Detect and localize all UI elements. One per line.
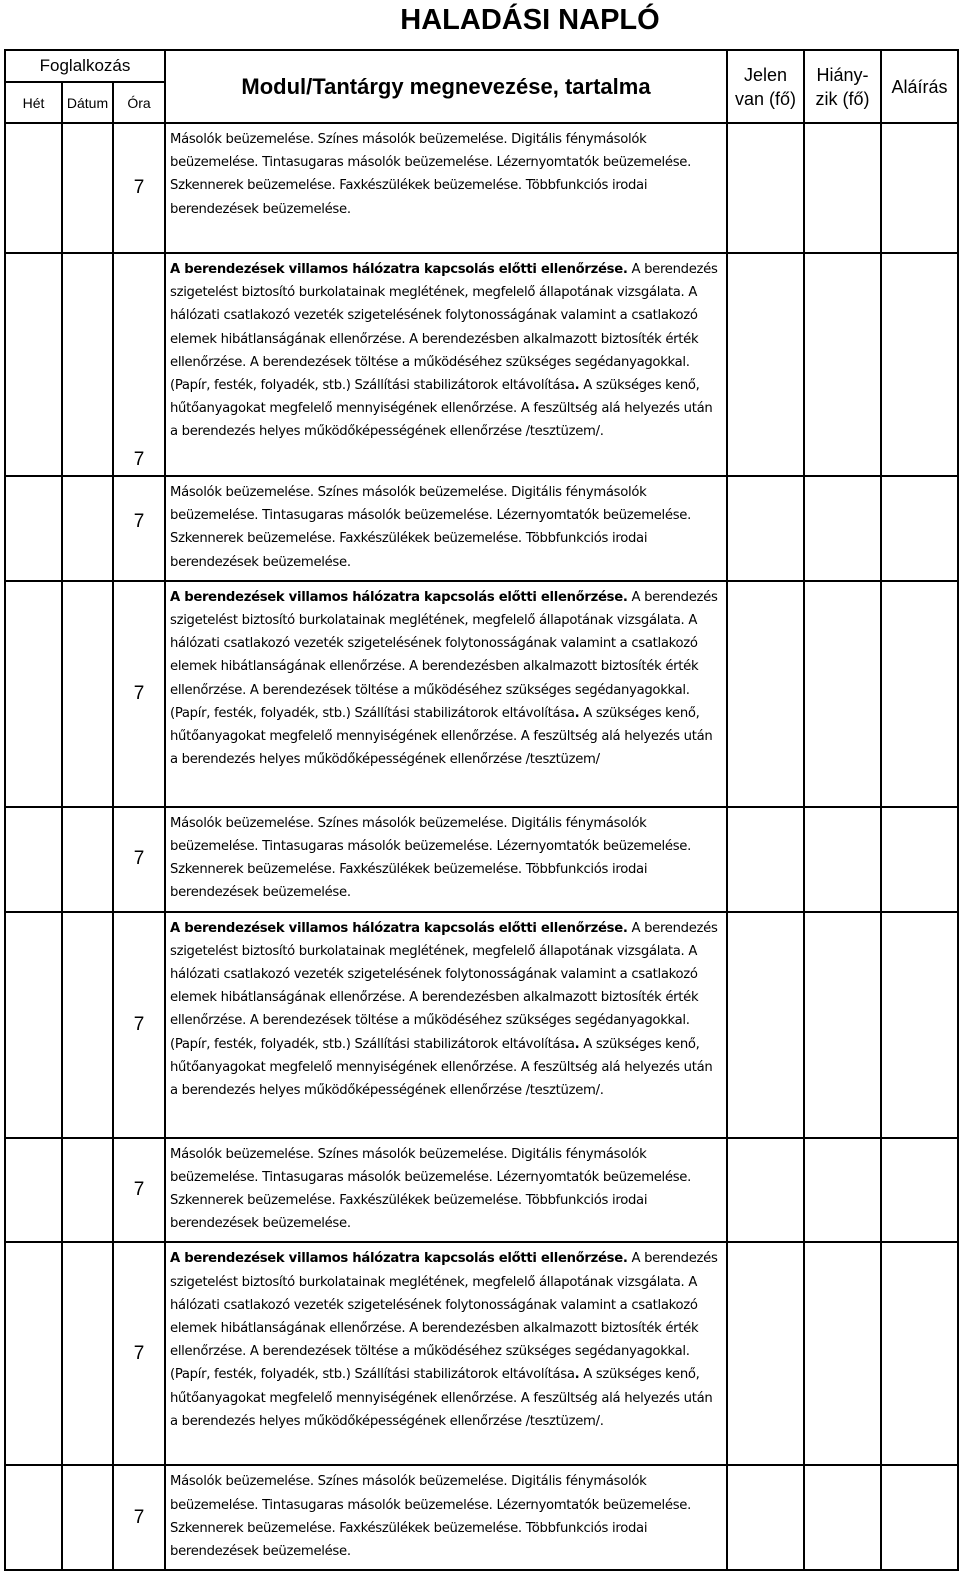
present-cell[interactable] — [727, 253, 804, 476]
absent-cell[interactable] — [804, 581, 881, 807]
het-cell[interactable] — [5, 1465, 62, 1570]
hour-cell: 7 — [113, 1242, 165, 1465]
table-row — [5, 581, 958, 807]
het-cell[interactable] — [5, 253, 62, 476]
signature-cell[interactable] — [881, 1242, 958, 1465]
header-het: Hét — [5, 82, 62, 123]
content-cell: A berendezések villamos hálózatra kapcsolás előtti ellenőrzése. A berendezés szigetelést biztosító burkolatainak meglétének, megfelelő állapotának vizsgálata. A hálózati csatlakozó vezeték szigetelésének folytonosságának valamint a csatlakozó elemek hibátlanságának ellenőrzése. A berendezésben alkalmazott biztosíték érték ellenőrzése. A berendezések töltése a működéséhez szükséges segédanyagokkal. (Papír, festék, folyadék, stb.) Szállítási stabilizátorok eltávolítása. A szükséges kenő, hűtőanyagokat megfelelő mennyiségének ellenőrzése. A feszültség alá helyezés után a berendezés helyes működőképességének ellenőrzése /tesztüzem/. — [165, 912, 727, 1138]
hour-cell: 7 — [113, 253, 165, 476]
het-cell[interactable] — [5, 123, 62, 253]
table-row — [5, 1465, 958, 1570]
datum-cell[interactable] — [62, 476, 113, 581]
absent-cell[interactable] — [804, 253, 881, 476]
absent-cell[interactable] — [804, 123, 881, 253]
table-row — [5, 1138, 958, 1243]
het-cell[interactable] — [5, 581, 62, 807]
absent-cell[interactable] — [804, 1242, 881, 1465]
absent-cell[interactable] — [804, 476, 881, 581]
table-row — [5, 123, 958, 253]
datum-cell[interactable] — [62, 1138, 113, 1243]
absent-cell[interactable] — [804, 912, 881, 1138]
content-cell: Másolók beüzemelése. Színes másolók beüzemelése. Digitális fénymásolók beüzemelése. Tintasugaras másolók beüzemelése. Lézernyomtatók beüzemelése. Szkennerek beüzemelése. Faxkészülékek beüzemelése. Többfunkciós irodai berendezések beüzemelése. — [165, 1465, 727, 1570]
het-cell[interactable] — [5, 476, 62, 581]
het-cell[interactable] — [5, 1138, 62, 1243]
datum-cell[interactable] — [62, 807, 113, 912]
content-cell: A berendezések villamos hálózatra kapcsolás előtti ellenőrzése. A berendezés szigetelést biztosító burkolatainak meglétének, megfelelő állapotának vizsgálata. A hálózati csatlakozó vezeték szigetelésének folytonosságának valamint a csatlakozó elemek hibátlanságának ellenőrzése. A berendezésben alkalmazott biztosíték érték ellenőrzése. A berendezések töltése a működéséhez szükséges segédanyagokkal. (Papír, festék, folyadék, stb.) Szállítási stabilizátorok eltávolítása. A szükséges kenő, hűtőanyagokat megfelelő mennyiségének ellenőrzése. A feszültség alá helyezés után a berendezés helyes működőképességének ellenőrzése /tesztüzem/. — [165, 253, 727, 476]
present-cell[interactable] — [727, 123, 804, 253]
hour-cell: 7 — [113, 476, 165, 581]
present-cell[interactable] — [727, 581, 804, 807]
datum-cell[interactable] — [62, 1465, 113, 1570]
header-hianyzik: Hiány- zik (fő) — [804, 50, 881, 123]
present-cell[interactable] — [727, 1138, 804, 1243]
het-cell[interactable] — [5, 807, 62, 912]
header-datum: Dátum — [62, 82, 113, 123]
present-cell[interactable] — [727, 807, 804, 912]
absent-cell[interactable] — [804, 1465, 881, 1570]
content-cell: Másolók beüzemelése. Színes másolók beüzemelése. Digitális fénymásolók beüzemelése. Tintasugaras másolók beüzemelése. Lézernyomtatók beüzemelése. Szkennerek beüzemelése. Faxkészülékek beüzemelése. Többfunkciós irodai berendezések beüzemelése. — [165, 807, 727, 912]
table-row — [5, 253, 958, 476]
header-modul: Modul/Tantárgy megnevezése, tartalma — [165, 50, 727, 123]
progress-log-table — [4, 49, 959, 1571]
het-cell[interactable] — [5, 1242, 62, 1465]
signature-cell[interactable] — [881, 253, 958, 476]
signature-cell[interactable] — [881, 912, 958, 1138]
content-cell: A berendezések villamos hálózatra kapcsolás előtti ellenőrzése. A berendezés szigetelést biztosító burkolatainak meglétének, megfelelő állapotának vizsgálata. A hálózati csatlakozó vezeték szigetelésének folytonosságának valamint a csatlakozó elemek hibátlanságának ellenőrzése. A berendezésben alkalmazott biztosíték érték ellenőrzése. A berendezések töltése a működéséhez szükséges segédanyagokkal. (Papír, festék, folyadék, stb.) Szállítási stabilizátorok eltávolítása. A szükséges kenő, hűtőanyagokat megfelelő mennyiségének ellenőrzése. A feszültség alá helyezés után a berendezés helyes működőképességének ellenőrzése /tesztüzem/. — [165, 1242, 727, 1465]
content-cell: Másolók beüzemelése. Színes másolók beüzemelése. Digitális fénymásolók beüzemelése. Tintasugaras másolók beüzemelése. Lézernyomtatók beüzemelése. Szkennerek beüzemelése. Faxkészülékek beüzemelése. Többfunkciós irodai berendezések beüzemelése. — [165, 476, 727, 581]
datum-cell[interactable] — [62, 253, 113, 476]
hour-cell: 7 — [113, 807, 165, 912]
hour-cell: 7 — [113, 1465, 165, 1570]
absent-cell[interactable] — [804, 1138, 881, 1243]
header-jelen: Jelen van (fő) — [727, 50, 804, 123]
datum-cell[interactable] — [62, 1242, 113, 1465]
content-cell: Másolók beüzemelése. Színes másolók beüzemelése. Digitális fénymásolók beüzemelése. Tintasugaras másolók beüzemelése. Lézernyomtatók beüzemelése. Szkennerek beüzemelése. Faxkészülékek beüzemelése. Többfunkciós irodai berendezések beüzemelése. — [165, 123, 727, 253]
signature-cell[interactable] — [881, 1465, 958, 1570]
het-cell[interactable] — [5, 912, 62, 1138]
signature-cell[interactable] — [881, 581, 958, 807]
present-cell[interactable] — [727, 912, 804, 1138]
present-cell[interactable] — [727, 1465, 804, 1570]
signature-cell[interactable] — [881, 123, 958, 253]
table-row — [5, 807, 958, 912]
signature-cell[interactable] — [881, 476, 958, 581]
hour-cell: 7 — [113, 1138, 165, 1243]
content-cell: A berendezések villamos hálózatra kapcsolás előtti ellenőrzése. A berendezés szigetelést biztosító burkolatainak meglétének, megfelelő állapotának vizsgálata. A hálózati csatlakozó vezeték szigetelésének folytonosságának valamint a csatlakozó elemek hibátlanságának ellenőrzése. A berendezésben alkalmazott biztosíték érték ellenőrzése. A berendezések töltése a működéséhez szükséges segédanyagokkal. (Papír, festék, folyadék, stb.) Szállítási stabilizátorok eltávolítása. A szükséges kenő, hűtőanyagokat megfelelő mennyiségének ellenőrzése. A feszültség alá helyezés után a berendezés helyes működőképességének ellenőrzése /tesztüzem/ — [165, 581, 727, 807]
hour-cell: 7 — [113, 123, 165, 253]
content-cell: Másolók beüzemelése. Színes másolók beüzemelése. Digitális fénymásolók beüzemelése. Tintasugaras másolók beüzemelése. Lézernyomtatók beüzemelése. Szkennerek beüzemelése. Faxkészülékek beüzemelése. Többfunkciós irodai berendezések beüzemelése. — [165, 1138, 727, 1243]
table-row — [5, 1242, 958, 1465]
hour-cell: 7 — [113, 912, 165, 1138]
present-cell[interactable] — [727, 1242, 804, 1465]
header-foglalkozas: Foglalkozás — [5, 50, 165, 82]
signature-cell[interactable] — [881, 1138, 958, 1243]
absent-cell[interactable] — [804, 807, 881, 912]
header-alairas: Aláírás — [881, 50, 958, 123]
datum-cell[interactable] — [62, 912, 113, 1138]
present-cell[interactable] — [727, 476, 804, 581]
table-row — [5, 912, 958, 1138]
table-row — [5, 476, 958, 581]
datum-cell[interactable] — [62, 581, 113, 807]
datum-cell[interactable] — [62, 123, 113, 253]
signature-cell[interactable] — [881, 807, 958, 912]
header-ora: Óra — [113, 82, 165, 123]
hour-cell: 7 — [113, 581, 165, 807]
page-title: HALADÁSI NAPLÓ — [400, 4, 660, 36]
